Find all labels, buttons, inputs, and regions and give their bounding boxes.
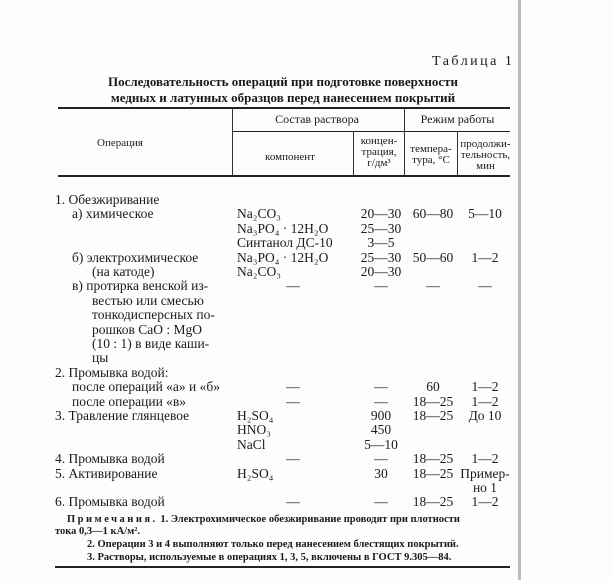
scan-edge [518, 0, 521, 580]
header-top-rule [58, 107, 510, 109]
header-temperature: темпера- тура, °С [410, 143, 452, 166]
table-row [0, 494, 520, 509]
component-cell: Na₂CO₃ [237, 206, 281, 222]
duration-cell: 1—2 [471, 379, 499, 395]
table-row [0, 480, 520, 495]
note-1: Примечания. 1. Электрохимическое обезжиривание проводят при плотности [67, 514, 460, 525]
table-row [0, 336, 520, 351]
concentration-cell: 3—5 [367, 235, 395, 251]
duration-cell: но 1 [472, 480, 498, 495]
table-row [0, 206, 520, 221]
operation-cell: (на катоде) [92, 264, 155, 279]
table-row [0, 322, 520, 337]
duration-cell: 5—10 [468, 206, 502, 222]
duration-cell: — [478, 278, 492, 294]
table-row [0, 437, 520, 452]
header-bottom-rule [58, 175, 510, 177]
table-title-line-1: Последовательность операций при подготовке поверхности [108, 74, 458, 89]
component-cell: NaCl [237, 436, 266, 452]
duration-cell: 1—2 [471, 249, 499, 265]
note-1-cont: тока 0,3—1 кА/м². [55, 526, 141, 537]
concentration-cell: — [374, 278, 388, 294]
concentration-cell: — [374, 494, 388, 510]
operation-cell: вестью или смесью [92, 292, 204, 308]
concentration-cell: 450 [370, 422, 392, 438]
note-2: 2. Операции 3 и 4 выполняют только перед нанесением блестящих покрытий. [87, 539, 459, 550]
header-mid-rule [232, 131, 510, 132]
component-cell: Na₂CO₃ [237, 264, 281, 279]
header-concentration: концен- трация, г/дм³ [360, 135, 398, 169]
operation-cell: тонкодисперсных по- [92, 307, 215, 323]
table-row [0, 350, 520, 365]
duration-cell: Пример- [460, 465, 510, 481]
table-title-line-2: медных и латунных образцов перед нанесением покрытий [110, 90, 456, 105]
component-cell: — [286, 494, 300, 510]
temperature-cell: 18—25 [412, 393, 454, 409]
operation-cell: после операции «в» [72, 393, 187, 409]
component-cell: Синтанол ДС-10 [237, 235, 333, 251]
duration-cell: 1—2 [471, 494, 499, 510]
temperature-cell: 60 [426, 379, 440, 395]
component-cell: H₂SO₄ [237, 408, 274, 423]
operation-cell: 6. Промывка водой [55, 494, 165, 510]
temperature-cell: 18—25 [412, 465, 454, 481]
component-cell: — [286, 278, 300, 294]
operation-cell: 3. Травление глянцевое [55, 408, 190, 423]
temperature-cell: 18—25 [412, 494, 454, 510]
operation-cell: 4. Промывка водой [55, 451, 165, 467]
table-row [0, 293, 520, 308]
operation-cell: 1. Обезжиривание [55, 192, 160, 207]
table-row [0, 278, 520, 293]
table-row [0, 235, 520, 250]
concentration-cell: 30 [374, 465, 388, 481]
table-row [0, 365, 520, 380]
component-cell: H₂SO₄ [237, 465, 274, 481]
header-component: компонент [265, 151, 315, 163]
table-row [0, 394, 520, 409]
component-cell: HNO₃ [237, 422, 271, 438]
duration-cell: 1—2 [471, 451, 499, 467]
temperature-cell: 18—25 [412, 408, 454, 423]
operation-cell: после операций «а» и «б» [72, 379, 220, 395]
operation-cell: 5. Активирование [55, 465, 158, 481]
component-cell: — [286, 379, 300, 395]
operation-cell: цы [92, 350, 109, 366]
operation-cell: (10 : 1) в виде каши- [92, 336, 210, 351]
table-row [0, 221, 520, 236]
temperature-cell: 18—25 [412, 451, 454, 467]
concentration-cell: 20—30 [360, 206, 402, 222]
table-row [0, 192, 520, 207]
header-solution: Состав раствора [275, 112, 359, 126]
concentration-cell: — [374, 379, 388, 395]
component-cell: Na₃PO₄ · 12H₂O [237, 249, 329, 265]
table-row [0, 379, 520, 394]
concentration-cell: 5—10 [364, 436, 398, 452]
header-duration: продолжи- тельность, мин [460, 138, 511, 172]
table-row [0, 264, 520, 279]
concentration-cell: — [374, 451, 388, 467]
component-cell: Na₃PO₄ · 12H₂O [237, 220, 329, 236]
table-row [0, 307, 520, 322]
duration-cell: 1—2 [471, 393, 499, 409]
operation-cell: в) протирка венской из- [72, 278, 209, 294]
concentration-cell: 25—30 [360, 249, 402, 265]
concentration-cell: 25—30 [360, 220, 402, 236]
component-cell: — [286, 451, 300, 467]
temperature-cell: 60—80 [412, 206, 454, 222]
table-row [0, 422, 520, 437]
header-operation: Операция [97, 137, 143, 149]
table-row [0, 451, 520, 466]
concentration-cell: — [374, 393, 388, 409]
operation-cell: а) химическое [72, 206, 154, 222]
operation-cell: б) электрохимическое [72, 249, 199, 265]
table-row [0, 250, 520, 265]
operation-cell: рошков CaO : MgO [92, 321, 203, 337]
operation-cell: 2. Промывка водой: [55, 364, 169, 380]
component-cell: — [286, 393, 300, 409]
temperature-cell: 50—60 [412, 249, 454, 265]
duration-cell: До 10 [468, 408, 502, 423]
concentration-cell: 20—30 [360, 264, 402, 279]
temperature-cell: — [426, 278, 440, 294]
note-3: 3. Растворы, используемые в операциях 1, 3, 5, включены в ГОСТ 9.305—84. [87, 552, 452, 563]
bottom-rule [55, 566, 510, 568]
concentration-cell: 900 [370, 408, 392, 423]
table-row [0, 408, 520, 423]
divider [232, 108, 233, 175]
table-row [0, 466, 520, 481]
header-mode: Режим работы [420, 112, 495, 126]
table-label: Таблица 1 [432, 54, 515, 69]
